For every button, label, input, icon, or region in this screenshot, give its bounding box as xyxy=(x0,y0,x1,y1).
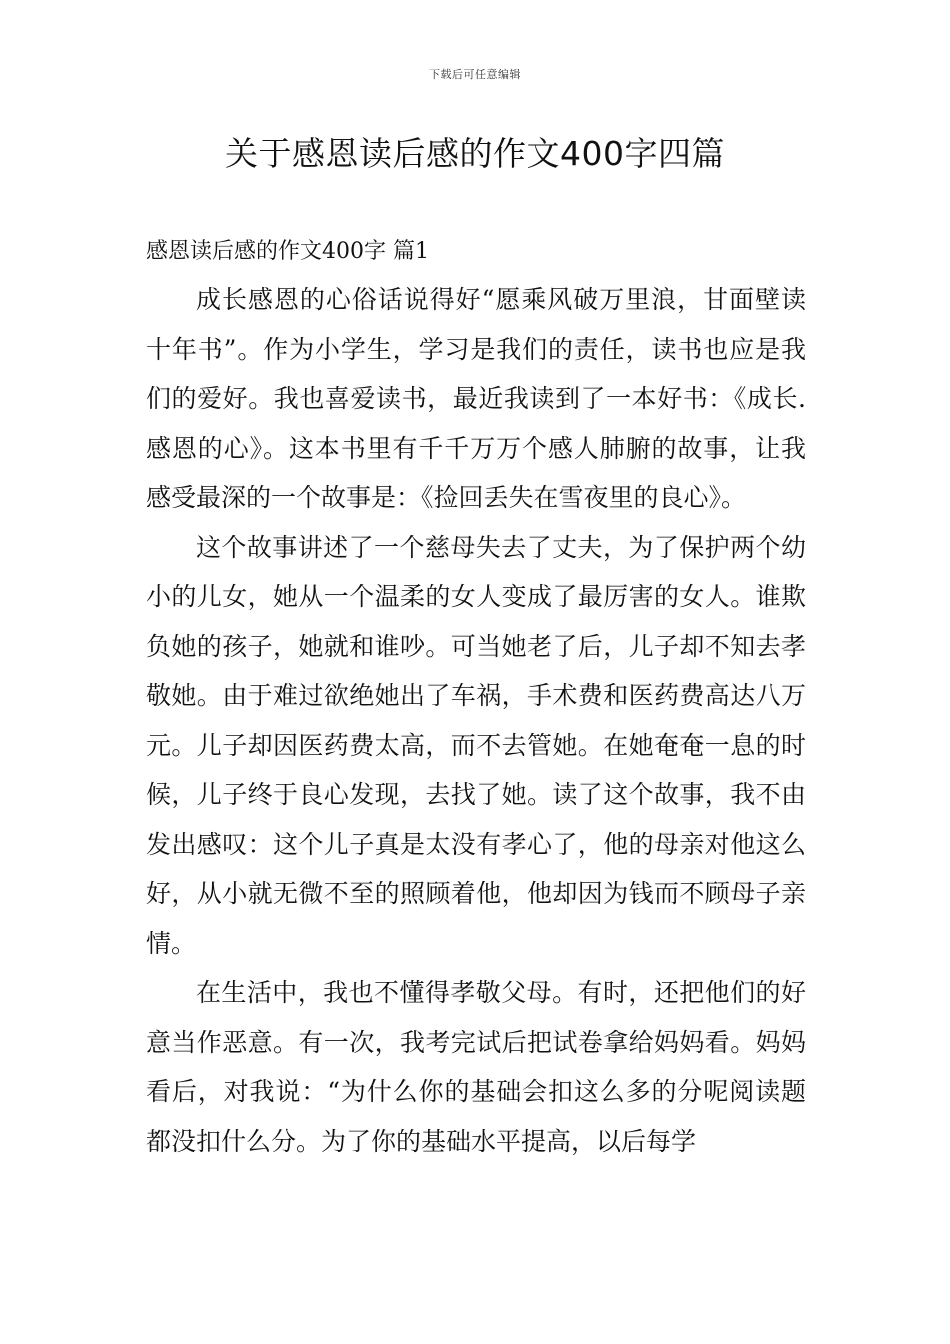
paragraph-2: 这个故事讲述了一个慈母失去了丈夫，为了保护两个幼小的儿女，她从一个温柔的女人变成了最厉害的女人。谁欺负她的孩子，她就和谁吵。可当她老了后，儿子却不知去孝敬她。由于难过欲绝她出了车祸，手术费和医药费高达八万元。儿子却因医药费太高，而不去管她。在她奄奄一息的时候，儿子终于良心发现，去找了她。读了这个故事，我不由发出感叹：这个儿子真是太没有孝心了，他的母亲对他这么好，从小就无微不至的照顾着他，他却因为钱而不顾母子亲情。 xyxy=(146,532,806,958)
section-heading: 感恩读后感的作文400字 篇1 xyxy=(146,239,429,264)
header-note: 下载后可任意编辑 xyxy=(429,68,521,81)
document-title: 关于感恩读后感的作文400字四篇 xyxy=(225,134,725,173)
paragraph-1: 成长感恩的心俗话说得好“愿乘风破万里浪，甘面壁读十年书”。作为小学生，学习是我们的责任，读书也应是我们的爱好。我也喜爱读书，最近我读到了一本好书：《成长.感恩的心》。这本书里有千千万万个感人肺腑的故事，让我感受最深的一个故事是：《捡回丢失在雪夜里的良心》。 xyxy=(146,285,806,512)
paragraph-3: 在生活中，我也不懂得孝敬父母。有时，还把他们的好意当作恶意。有一次，我考完试后把试卷拿给妈妈看。妈妈看后，对我说：“为什么你的基础会扣这么多的分呢阅读题都没扣什么分。为了你的基础水平提高，以后每学 xyxy=(146,978,806,1156)
article-body xyxy=(146,275,806,1166)
